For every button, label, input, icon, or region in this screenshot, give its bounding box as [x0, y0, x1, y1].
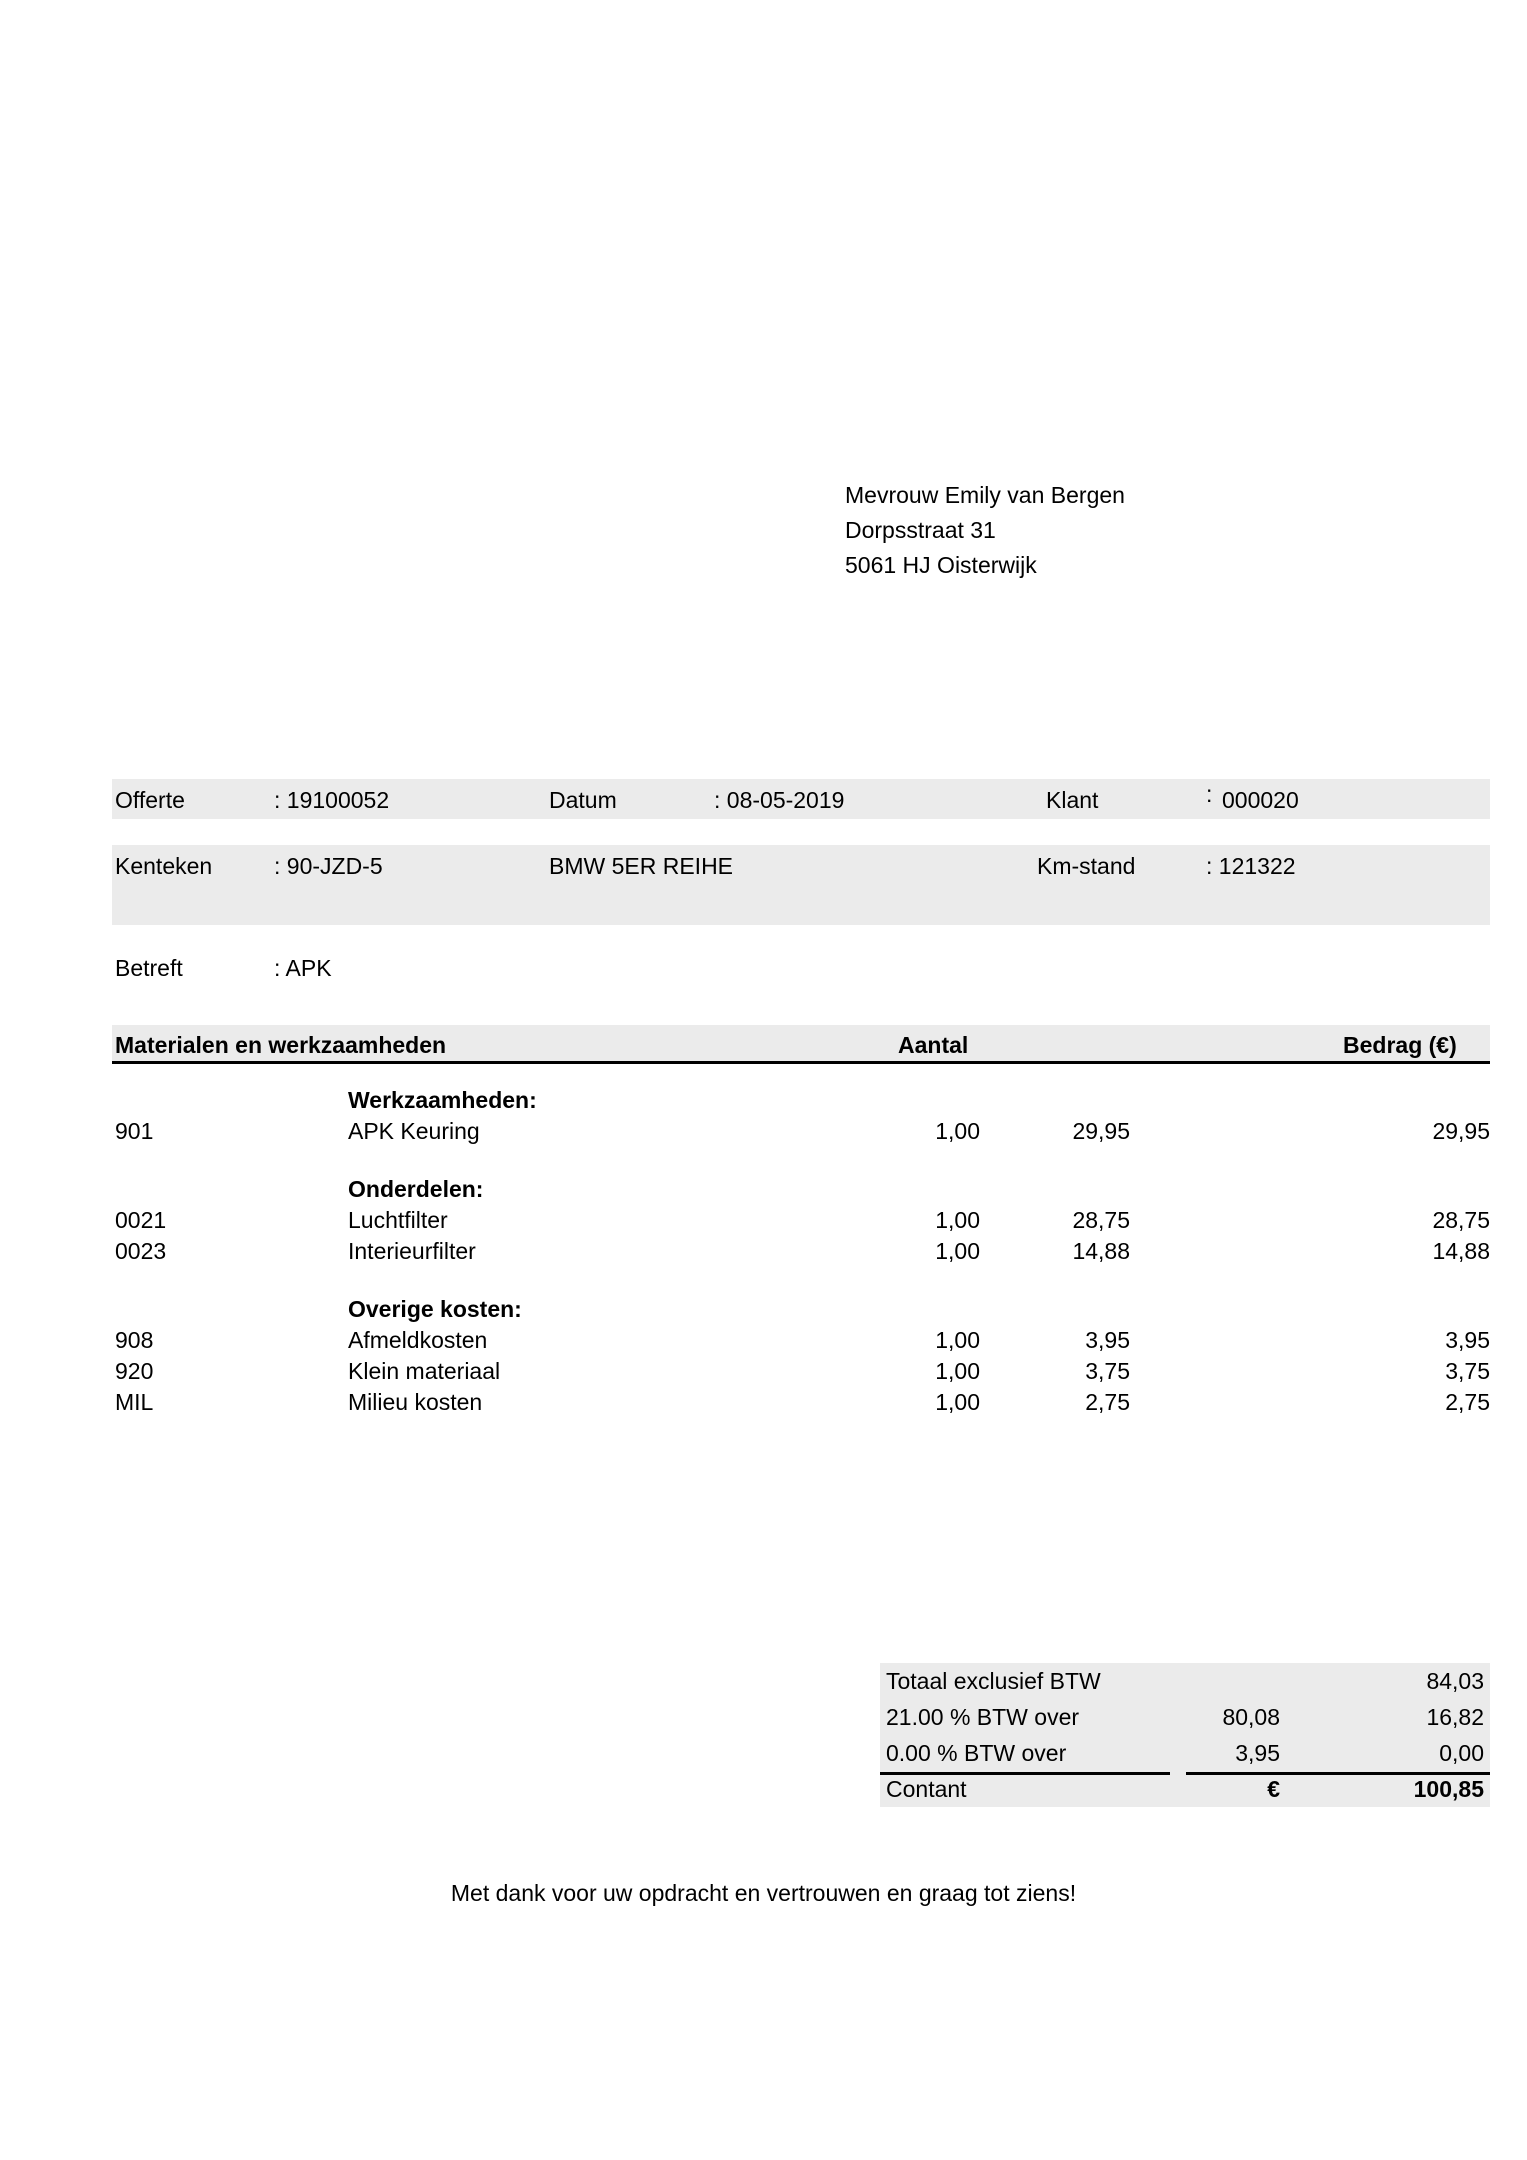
vat-high-amount: 16,82	[1426, 1704, 1484, 1730]
line-item-description: Milieu kosten	[348, 1389, 483, 1415]
vat-high-label: 21.00 % BTW over	[886, 1704, 1080, 1730]
line-item-description: Klein materiaal	[348, 1358, 501, 1384]
klant-colon: :	[1206, 781, 1213, 807]
totals-rule-right	[1186, 1772, 1490, 1775]
kenteken-label: Kenteken	[115, 853, 213, 879]
line-item-description: Interieurfilter	[348, 1238, 476, 1264]
kenteken-value: : 90-JZD-5	[274, 853, 383, 879]
line-item-unit-price: 3,95	[1085, 1327, 1130, 1353]
addressee-block	[845, 478, 1125, 583]
subtotal-label: Totaal exclusief BTW	[886, 1668, 1101, 1694]
line-item-code: 920	[115, 1358, 154, 1384]
line-item-amount: 14,88	[1432, 1238, 1490, 1264]
vat-zero-amount: 0,00	[1439, 1740, 1484, 1766]
line-item-group-heading: Onderdelen:	[348, 1176, 484, 1202]
vat-zero-label: 0.00 % BTW over	[886, 1740, 1067, 1766]
line-item-description: APK Keuring	[348, 1118, 480, 1144]
column-header-bedrag: Bedrag (€)	[1343, 1032, 1457, 1058]
line-item-quantity: 1,00	[935, 1118, 980, 1144]
line-item-code: 0021	[115, 1207, 167, 1233]
betreft-value: : APK	[274, 955, 332, 981]
km-stand-value: : 121322	[1206, 853, 1296, 879]
final-currency-symbol: €	[1267, 1776, 1280, 1802]
final-amount: 100,85	[1413, 1776, 1484, 1802]
footer-message: Met dank voor uw opdracht en vertrouwen en graag tot ziens!	[450, 1880, 1077, 1906]
line-item-quantity: 1,00	[935, 1327, 980, 1353]
line-item-description: Luchtfilter	[348, 1207, 448, 1233]
vat-zero-base: 3,95	[1235, 1740, 1280, 1766]
betreft-label: Betreft	[115, 955, 183, 981]
line-item-code: 908	[115, 1327, 154, 1353]
km-stand-label: Km-stand	[1037, 853, 1136, 879]
column-header-materialen: Materialen en werkzaamheden	[115, 1032, 447, 1058]
line-item-quantity: 1,00	[935, 1358, 980, 1384]
line-item-code: 0023	[115, 1238, 167, 1264]
offerte-value: : 19100052	[274, 787, 390, 813]
addressee-street: Dorpsstraat 31	[845, 517, 996, 543]
vehicle-model: BMW 5ER REIHE	[549, 853, 734, 879]
line-item-description: Afmeldkosten	[348, 1327, 488, 1353]
addressee-city: 5061 HJ Oisterwijk	[845, 552, 1037, 578]
line-item-amount: 28,75	[1432, 1207, 1490, 1233]
datum-label: Datum	[549, 787, 617, 813]
klant-label: Klant	[1046, 787, 1099, 813]
line-item-unit-price: 3,75	[1085, 1358, 1130, 1384]
line-item-unit-price: 14,88	[1072, 1238, 1130, 1264]
line-item-unit-price: 2,75	[1085, 1389, 1130, 1415]
line-item-quantity: 1,00	[935, 1238, 980, 1264]
vat-high-base: 80,08	[1222, 1704, 1280, 1730]
totals-row-vat-zero	[880, 1735, 1490, 1771]
column-header-aantal: Aantal	[898, 1032, 969, 1058]
totals-block	[880, 1663, 1490, 1807]
offerte-label: Offerte	[115, 787, 185, 813]
line-item-amount: 3,95	[1445, 1327, 1490, 1353]
totals-row-vat-high	[880, 1699, 1490, 1735]
final-label: Contant	[886, 1776, 967, 1802]
line-item-unit-price: 29,95	[1072, 1118, 1130, 1144]
klant-value: 000020	[1222, 787, 1299, 813]
line-item-amount: 29,95	[1432, 1118, 1490, 1144]
subtotal-amount: 84,03	[1426, 1668, 1484, 1694]
totals-rule-left	[880, 1772, 1170, 1775]
line-item-amount: 2,75	[1445, 1389, 1490, 1415]
line-item-unit-price: 28,75	[1072, 1207, 1130, 1233]
totals-row-final	[880, 1771, 1490, 1807]
line-item-group-heading: Werkzaamheden:	[348, 1087, 537, 1113]
addressee-name: Mevrouw Emily van Bergen	[845, 482, 1125, 508]
line-item-group-heading: Overige kosten:	[348, 1296, 522, 1322]
line-item-code: MIL	[115, 1389, 154, 1415]
datum-value: : 08-05-2019	[714, 787, 845, 813]
line-item-quantity: 1,00	[935, 1389, 980, 1415]
totals-row-subtotal	[880, 1663, 1490, 1699]
line-item-code: 901	[115, 1118, 154, 1144]
line-item-amount: 3,75	[1445, 1358, 1490, 1384]
line-item-quantity: 1,00	[935, 1207, 980, 1233]
footer-message-wrap	[0, 1878, 1527, 1908]
